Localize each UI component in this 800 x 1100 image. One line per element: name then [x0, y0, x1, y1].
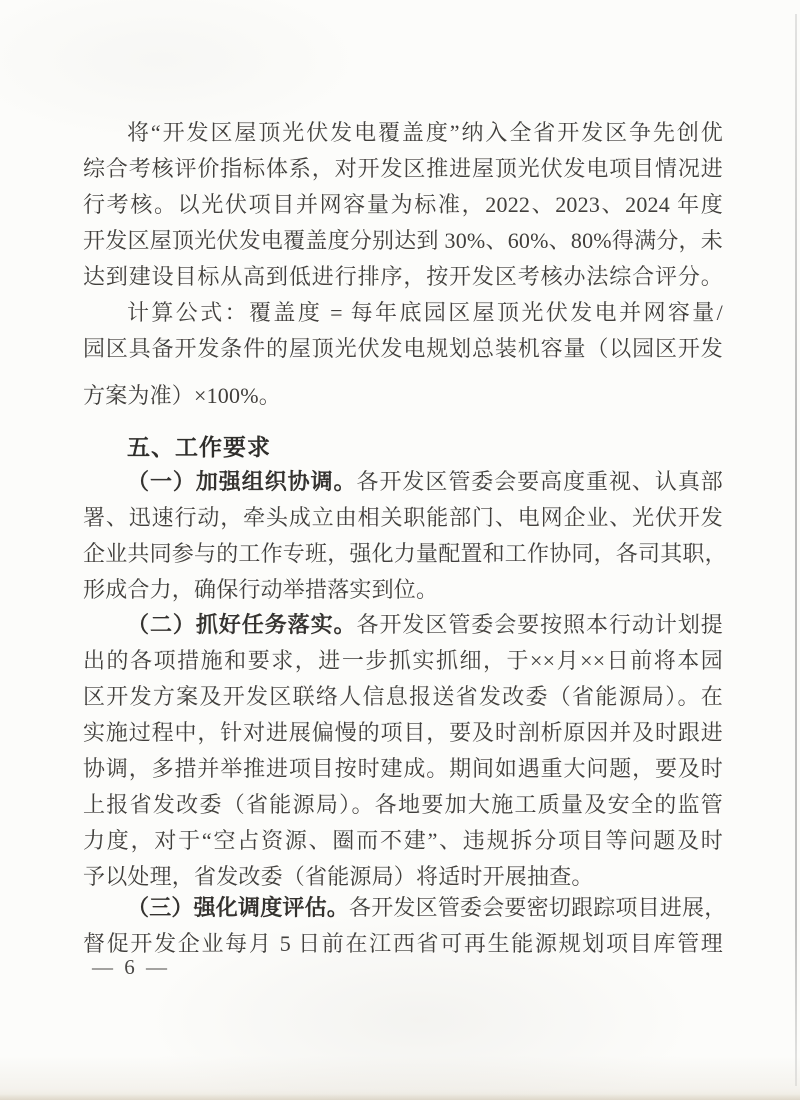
section-5 [83, 430, 723, 466]
text-line: 将“开发区屋顶光伏发电覆盖度”纳入全省开发区争先创优 [127, 120, 723, 145]
item-lead: （一）加强组织协调。 [127, 469, 357, 494]
paragraph-formula-end [83, 378, 723, 414]
text-line: 方案为准）×100%。 [83, 383, 281, 408]
text-line: 予以处理，省发改委（省能源局）将适时开展抽查。 [83, 864, 594, 889]
text-line: 开发区屋顶光伏发电覆盖度分别达到 30%、60%、80%得满分，未 [83, 228, 723, 253]
page-number: — 6 — [92, 955, 170, 979]
text-line: 协调，多措并举推进项目按时建成。期间如遇重大问题，要及时 [83, 756, 723, 781]
text-line [83, 890, 727, 926]
paragraph-item3 [83, 890, 727, 962]
text-line: 形成合力，确保行动举措落实到位。 [83, 577, 439, 602]
text-line: 达到建设目标从高到低进行排序，按开发区考核办法综合评分。 [83, 264, 723, 289]
text-line: 企业共同参与的工作专班，强化力量配置和工作协同，各司其职， [83, 541, 727, 566]
text-line: 出的各项措施和要求，进一步抓实抓细，于××月××日前将本园 [83, 648, 723, 673]
section-heading: 五、工作要求 [127, 435, 271, 460]
text-line [83, 464, 723, 500]
text-line: 力度，对于“空占资源、圈而不建”、违规拆分项目等问题及时 [83, 828, 723, 853]
text-line: 园区具备开发条件的屋顶光伏发电规划总装机容量（以园区开发 [83, 336, 723, 361]
paragraph-assessment [83, 115, 723, 295]
scan-edge-line [795, 14, 797, 1086]
paragraph-item2 [83, 607, 723, 895]
scan-bottom-shadow [0, 1094, 800, 1100]
text-line [83, 607, 723, 643]
text-line: 区开发方案及开发区联络人信息报送省发改委（省能源局）。在 [83, 684, 723, 709]
paragraph-formula [83, 295, 723, 367]
text-line: 督促开发企业每月 5 日前在江西省可再生能源规划项目库管理 [83, 931, 723, 956]
item-lead: （三）强化调度评估。 [127, 895, 350, 920]
paragraph-item1 [83, 464, 727, 608]
item-text: 各开发区管委会要密切跟踪项目进展， [349, 895, 727, 920]
text-line: 行考核。以光伏项目并网容量为标准，2022、2023、2024 年度 [83, 192, 723, 217]
item-lead: （二）抓好任务落实。 [127, 612, 357, 637]
item-text: 各开发区管委会要按照本行动计划提 [356, 612, 723, 637]
text-line: 实施过程中，针对进展偏慢的项目，要及时剖析原因并及时跟进 [83, 720, 723, 745]
text-line: 署、迅速行动，牵头成立由相关职能部门、电网企业、光伏开发 [83, 505, 723, 530]
item-text: 各开发区管委会要高度重视、认真部 [356, 469, 723, 494]
text-line: 上报省发改委（省能源局）。各地要加大施工质量及安全的监管 [83, 792, 723, 817]
text-line: 综合考核评价指标体系，对开发区推进屋顶光伏发电项目情况进 [83, 156, 723, 181]
text-line: 计算公式：覆盖度 = 每年底园区屋顶光伏发电并网容量/ [127, 300, 723, 325]
